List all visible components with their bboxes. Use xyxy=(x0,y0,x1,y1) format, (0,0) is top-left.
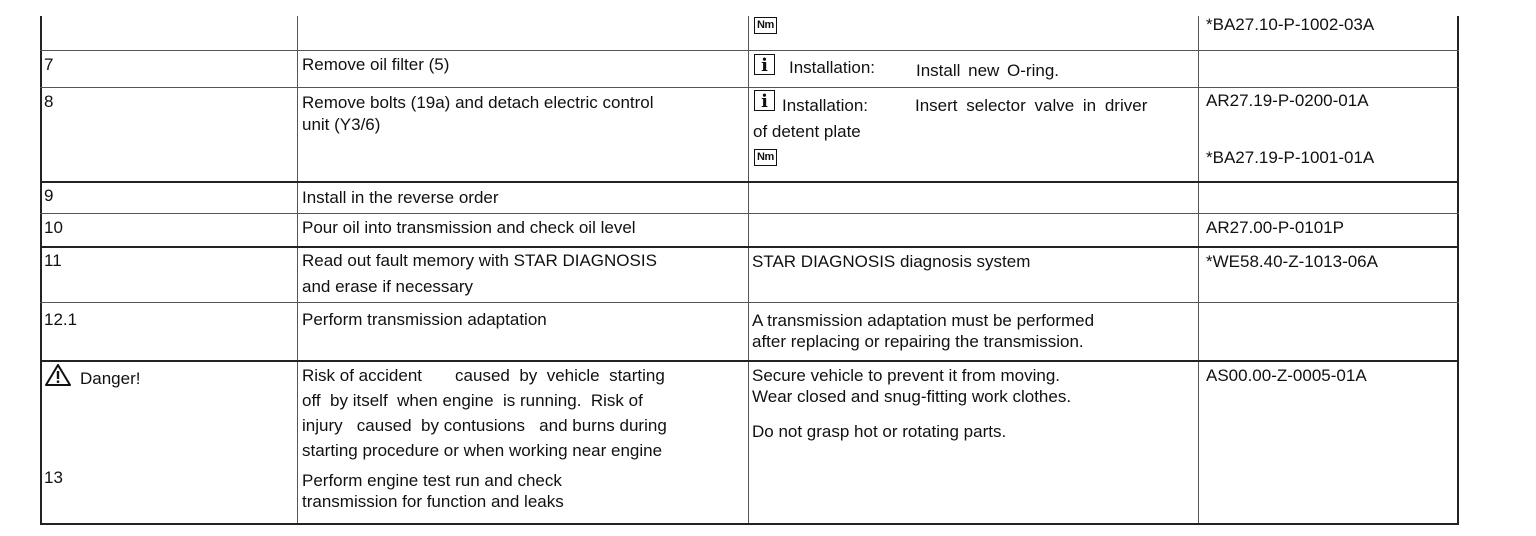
step-action: Install in the reverse order xyxy=(302,188,499,207)
step-number: 9 xyxy=(44,186,54,205)
row-divider xyxy=(40,181,1459,183)
step-action: and erase if necessary xyxy=(302,277,474,296)
step-action: Perform transmission adaptation xyxy=(302,310,547,329)
step-number: 8 xyxy=(44,92,54,111)
warning-triangle-icon xyxy=(44,363,72,387)
step-action: Remove bolts (19a) and detach electric control xyxy=(302,93,654,112)
danger-label: Danger! xyxy=(80,369,141,388)
reference-code: *WE58.40-Z-1013-06A xyxy=(1206,252,1378,271)
safety-instruction: Secure vehicle to prevent it from moving. xyxy=(752,366,1061,385)
reference-code: *BA27.10-P-1002-03A xyxy=(1206,15,1375,34)
step-number: 13 xyxy=(44,468,63,487)
table-left-border xyxy=(40,16,42,525)
step-number: 11 xyxy=(44,251,62,270)
table-right-border xyxy=(1457,16,1459,525)
step-action: Perform engine test run and check xyxy=(302,471,562,490)
step-info: A transmission adaptation must be performed xyxy=(752,311,1095,330)
reference-code: AR27.19-P-0200-01A xyxy=(1206,91,1369,110)
step-action: Read out fault memory with STAR DIAGNOSIS xyxy=(302,251,657,270)
row-divider xyxy=(40,360,1459,362)
row-divider xyxy=(40,87,1459,88)
reference-code: AR27.00-P-0101P xyxy=(1206,218,1344,237)
step-info: STAR DIAGNOSIS diagnosis system xyxy=(752,252,1031,271)
installation-note: Insert selector valve in driver xyxy=(915,96,1148,115)
installation-note: of detent plate xyxy=(753,122,861,141)
step-number: 12.1 xyxy=(44,310,78,329)
table-bottom-border xyxy=(40,523,1459,525)
danger-description: Risk of accident caused by vehicle starting xyxy=(302,366,665,385)
installation-label: Installation: xyxy=(782,96,868,115)
step-number: 10 xyxy=(44,218,63,237)
info-icon: i xyxy=(754,90,775,111)
reference-code: AS00.00-Z-0005-01A xyxy=(1206,366,1367,385)
installation-note: Install new O-ring. xyxy=(916,61,1059,80)
row-divider xyxy=(40,50,1459,51)
row-divider xyxy=(40,213,1459,214)
step-info: after replacing or repairing the transmission. xyxy=(752,332,1084,351)
step-action: Pour oil into transmission and check oil level xyxy=(302,218,636,237)
column-divider-1 xyxy=(297,16,298,525)
row-divider xyxy=(40,246,1459,248)
torque-nm-icon: Nm xyxy=(754,17,777,34)
safety-instruction: Do not grasp hot or rotating parts. xyxy=(752,422,1007,441)
danger-description: starting procedure or when working near engine xyxy=(302,441,663,460)
step-action: Remove oil filter (5) xyxy=(302,55,450,74)
installation-label: Installation: xyxy=(789,58,875,77)
row-divider xyxy=(40,302,1459,303)
danger-description: off by itself when engine is running. Risk of xyxy=(302,391,643,410)
step-action: unit (Y3/6) xyxy=(302,115,381,134)
reference-code: *BA27.19-P-1001-01A xyxy=(1206,148,1375,167)
danger-description: injury caused by contusions and burns during xyxy=(302,416,667,435)
column-divider-2 xyxy=(748,16,749,525)
info-icon: i xyxy=(754,54,775,75)
step-number: 7 xyxy=(44,55,54,74)
safety-instruction: Wear closed and snug-fitting work clothes. xyxy=(752,387,1072,406)
step-action: transmission for function and leaks xyxy=(302,492,564,511)
column-divider-3 xyxy=(1198,16,1199,525)
torque-nm-icon: Nm xyxy=(754,149,777,166)
